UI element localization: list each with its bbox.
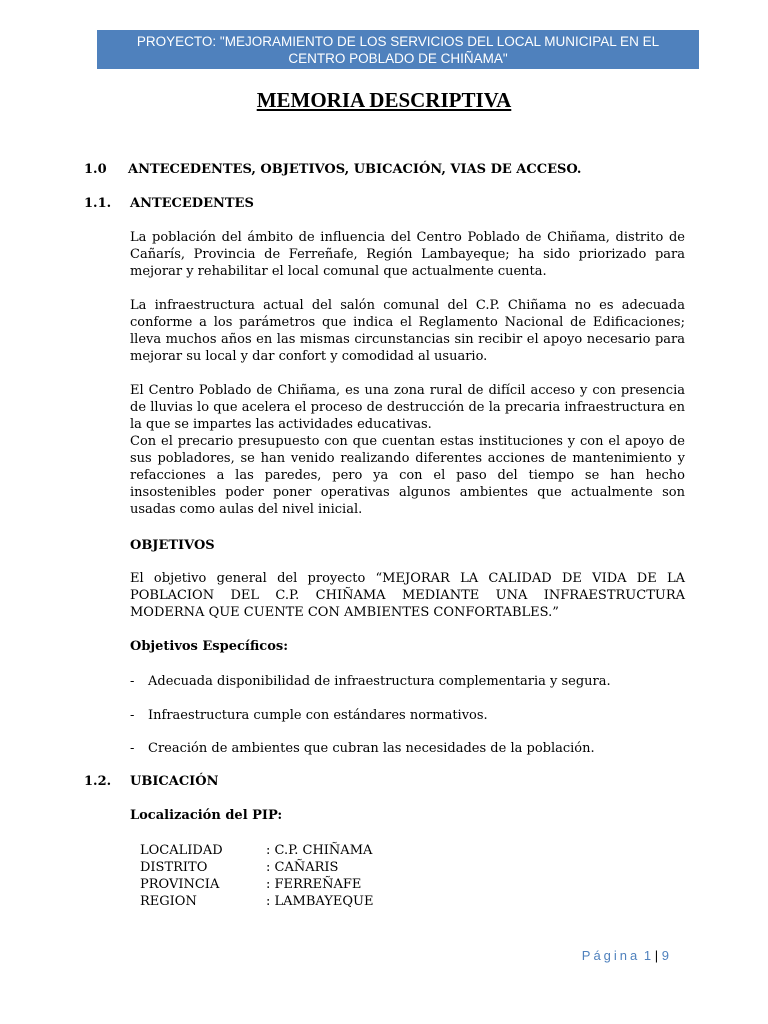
list-item bbox=[130, 707, 488, 724]
antecedentes-paragraph-1 bbox=[130, 229, 685, 280]
list-item-text: Creación de ambientes que cubran las necesidades de la población. bbox=[148, 741, 595, 756]
list-item-text: Infraestructura cumple con estándares normativos. bbox=[148, 708, 488, 723]
paragraph-text: Con el precario presupuesto con que cuentan estas instituciones y con el apoyo de sus pobladores, se han venido realizando diferentes acciones de mantenimiento y refacciones a las paredes, pero ya con el paso del tiempo se han hecho insostenibles poder poner operativas algunos ambientes que actualmente son usadas como aulas del nivel inicial. bbox=[130, 434, 685, 517]
location-value: : CAÑARIS bbox=[266, 860, 339, 875]
document-title: MEMORIA DESCRIPTIVA bbox=[256, 88, 512, 112]
localizacion-heading: Localización del PIP: bbox=[130, 808, 283, 823]
location-value: : LAMBAYEQUE bbox=[266, 894, 374, 909]
project-header-line2: CENTRO POBLADO DE CHIÑAMA" bbox=[288, 51, 508, 66]
objetivo-general-paragraph bbox=[130, 570, 685, 621]
location-value: : FERREÑAFE bbox=[266, 877, 362, 892]
location-key: LOCALIDAD bbox=[140, 843, 223, 858]
bullet-dash: - bbox=[130, 674, 135, 689]
location-key: PROVINCIA bbox=[140, 877, 220, 892]
section-1-heading: ANTECEDENTES, OBJETIVOS, UBICACIÓN, VIAS DE ACCESO. bbox=[128, 162, 582, 177]
page-number: 1 bbox=[643, 948, 652, 963]
location-row bbox=[140, 876, 361, 893]
list-item bbox=[130, 740, 595, 757]
bullet-dash: - bbox=[130, 741, 135, 756]
antecedentes-paragraph-2 bbox=[130, 297, 685, 365]
location-row bbox=[140, 842, 372, 859]
list-item bbox=[130, 673, 611, 690]
paragraph-text: La población del ámbito de influencia del Centro Poblado de Chiñama, distrito de Cañarís, Provincia de Ferreñafe, Región Lambayeque; ha sido priorizado para mejorar y rehabilitar el local comunal que actualmente cuenta. bbox=[130, 230, 685, 279]
page-total: 9 bbox=[661, 948, 669, 963]
location-value: : C.P. CHIÑAMA bbox=[266, 843, 373, 858]
section-1-number: 1.0 bbox=[84, 162, 107, 177]
page-footer bbox=[582, 948, 669, 963]
page-label: Página bbox=[581, 948, 641, 963]
paragraph-text: El Centro Poblado de Chiñama, es una zona rural de difícil acceso y con presencia de lluvias lo que acelera el proceso de destrucción de la precaria infraestructura en la que se impartes las actividades educativas. bbox=[130, 383, 685, 432]
objetivos-heading: OBJETIVOS bbox=[130, 538, 215, 553]
paragraph-text: El objetivo general del proyecto “MEJORAR LA CALIDAD DE VIDA DE LA POBLACION DEL C.P. CHIÑAMA MEDIANTE UNA INFRAESTRUCTURA MODERNA QUE CUENTE CON AMBIENTES CONFORTABLES.” bbox=[130, 571, 685, 620]
section-1-2-heading: UBICACIÓN bbox=[130, 774, 219, 789]
section-1-2-number: 1.2. bbox=[84, 774, 112, 789]
list-item-text: Adecuada disponibilidad de infraestructura complementaria y segura. bbox=[148, 674, 611, 689]
project-header-line1: PROYECTO: "MEJORAMIENTO DE LOS SERVICIOS DEL LOCAL MUNICIPAL EN EL bbox=[136, 34, 660, 49]
section-1-1-heading: ANTECEDENTES bbox=[130, 196, 254, 211]
location-key: DISTRITO bbox=[140, 860, 208, 875]
location-key: REGION bbox=[140, 894, 197, 909]
section-1-1-number: 1.1. bbox=[84, 196, 112, 211]
project-header bbox=[97, 30, 699, 69]
bullet-dash: - bbox=[130, 708, 135, 723]
page-separator: | bbox=[654, 948, 659, 963]
antecedentes-paragraph-3 bbox=[130, 382, 685, 518]
location-row bbox=[140, 893, 373, 910]
paragraph-text: La infraestructura actual del salón comunal del C.P. Chiñama no es adecuada conforme a los parámetros que indica el Reglamento Nacional de Edificaciones; lleva muchos años en las mismas circunstancias sin recibir el apoyo necesario para mejorar su local y dar confort y comodidad al usuario. bbox=[130, 298, 685, 364]
location-row bbox=[140, 859, 338, 876]
objetivos-especificos-heading: Objetivos Específicos: bbox=[130, 639, 288, 654]
